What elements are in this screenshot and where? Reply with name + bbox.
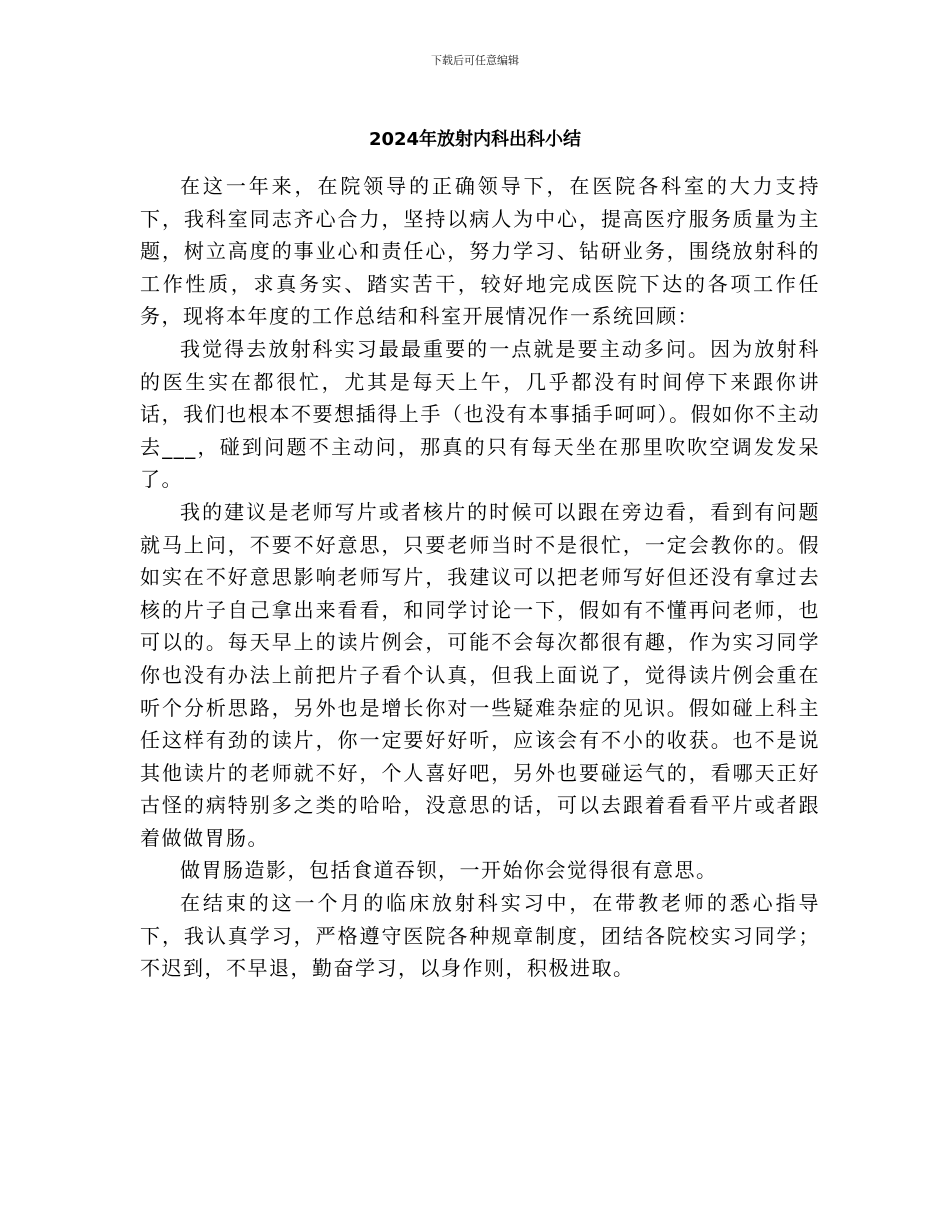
document-body	[140, 170, 820, 985]
paragraph-intro: 在这一年来，在院领导的正确领导下，在医院各科室的大力支持下，我科室同志齐心合力，坚持以病人为中心，提高医疗服务质量为主题，树立高度的事业心和责任心，努力学习、钻研业务，围绕放射科的工作性质，求真务实、踏实苦干，较好地完成医院下达的各项工作任务，现将本年度的工作总结和科室开展情况作一系统回顾：	[140, 174, 820, 329]
paragraph-conclusion: 在结束的这一个月的临床放射科实习中，在带教老师的悉心指导下，我认真学习，严格遵守医院各种规章制度，团结各院校实习同学；不迟到，不早退，勤奋学习，以身作则，积极进取。	[140, 891, 820, 981]
paragraph-ask-questions: 我觉得去放射科实习最最重要的一点就是要主动多问。因为放射科的医生实在都很忙，尤其是每天上午，几乎都没有时间停下来跟你讲话，我们也根本不要想插得上手（也没有本事插手呵呵）。假如你不主动去___，碰到问题不主动问，那真的只有每天坐在那里吹吹空调发发呆了。	[140, 336, 820, 492]
document-title: 2024年放射内科出科小结	[368, 129, 582, 150]
paragraph-gi-imaging: 做胃肠造影，包括食道吞钡，一开始你会觉得很有意思。	[180, 858, 718, 883]
page-header-note: 下载后可任意编辑	[431, 54, 519, 67]
paragraph-suggestions: 我的建议是老师写片或者核片的时候可以跟在旁边看，看到有问题就马上问，不要不好意思，只要老师当时不是很忙，一定会教你的。假如实在不好意思影响老师写片，我建议可以把老师写好但还没有拿过去核的片子自己拿出来看看，和同学讨论一下，假如有不懂再问老师，也可以的。每天早上的读片例会，可能不会每次都很有趣，作为实习同学你也没有办法上前把片子看个认真，但我上面说了，觉得读片例会重在听个分析思路，另外也是增长你对一些疑难杂症的见识。假如碰上科主任这样有劲的读片，你一定要好好听，应该会有不小的收获。也不是说其他读片的老师就不好，个人喜好吧，另外也要碰运气的，看哪天正好古怪的病特别多之类的哈哈，没意思的话，可以去跟着看看平片或者跟着做做胃肠。	[140, 499, 820, 850]
